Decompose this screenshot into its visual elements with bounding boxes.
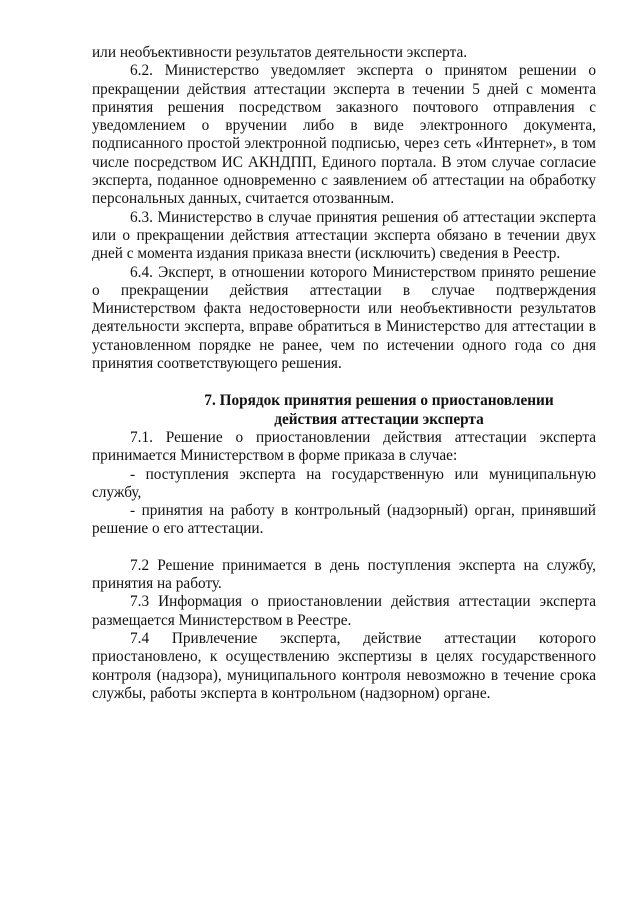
paragraph-7-4: 7.4 Привлечение эксперта, действие аттестации которого приостановлено, к осуществлению экспертизы в целях государственного контроля (надзора), муниципального контроля невозможно в течение срока службы, работы эксперта в контрольном (надзорном) органе. [92, 629, 596, 702]
paragraph-7-2: 7.2 Решение принимается в день поступления эксперта на службу, принятия на работу. [92, 556, 596, 593]
spacer [92, 373, 596, 392]
section-heading-line2: действия аттестации эксперта [274, 410, 484, 428]
paragraph-6-3: 6.3. Министерство в случае принятия решения об аттестации эксперта или о прекращении действия аттестации эксперта обязано в течении двух дней с момента издания приказа внести (исключить) сведения в Реестр. [92, 208, 596, 263]
spacer [92, 539, 596, 557]
list-item: - поступления эксперта на государственную или муниципальную службу, [92, 465, 596, 501]
paragraph-6-2: 6.2. Министерство уведомляет эксперта о принятом решении о прекращении действия аттестации эксперта в течении 5 дней с момента принятия решения посредством заказного почтового отправления с уведомлением о вручении либо в виде электронного документа, подписанного простой электронной подписью, через сеть «Интернет», в том числе посредством ИС АКНДПП, Единого портала. В этом случае согласие эксперта, поданное одновременно с заявлением об аттестации на обработку персональных данных, считается отозванным. [92, 62, 596, 208]
document-page [92, 44, 596, 703]
paragraph-7-1: 7.1. Решение о приостановлении действия аттестации эксперта принимается Министерством в форме приказа в случае: [92, 428, 596, 465]
section-heading [92, 392, 596, 429]
paragraph-continuation: или необъективности результатов деятельности эксперта. [92, 44, 468, 61]
paragraph-7-3: 7.3 Информация о приостановлении действия аттестации эксперта размещается Министерством в Реестре. [92, 593, 596, 629]
list-item: - принятия на работу в контрольный (надзорный) орган, принявший решение о его аттестации. [92, 502, 596, 538]
section-heading-line1: 7. Порядок принятия решения о приостановлении [204, 392, 554, 410]
paragraph-6-4: 6.4. Эксперт, в отношении которого Министерством принято решение о прекращении действия аттестации в случае подтверждения Министерством факта недостоверности или необъективности результатов деятельности эксперта, вправе обратиться в Министерство для аттестации в установленном порядке не ранее, чем по истечении одного года со дня принятия соответствующего решения. [92, 263, 596, 373]
